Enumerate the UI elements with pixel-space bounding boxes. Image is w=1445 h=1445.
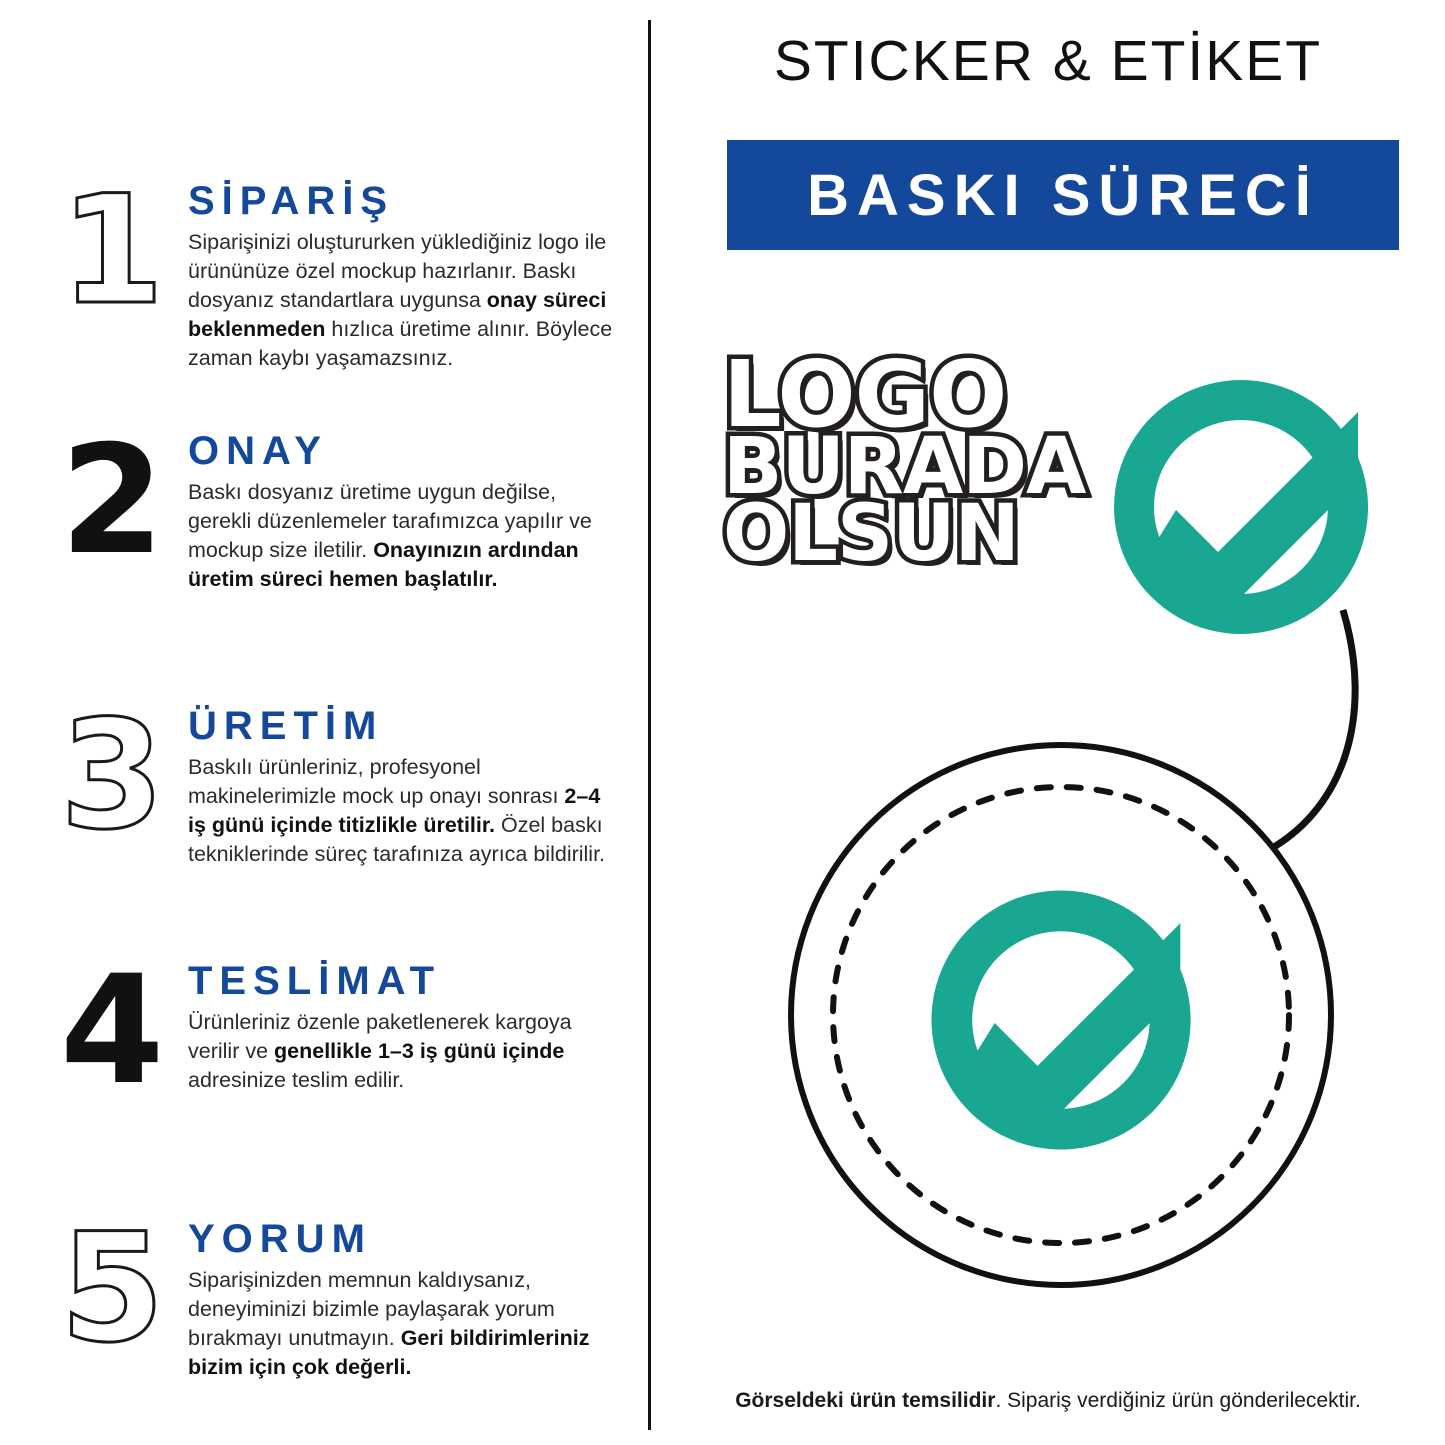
steps-column	[0, 0, 648, 1445]
logo-line-2: BURADA	[723, 422, 1086, 513]
step-text-1: Siparişinizi oluştururken yüklediğiniz logo ile ürününüze özel mockup hazırlanır. Baskı dosyanız standartlara uygunsa onay süreci beklenmeden hızlıca üretime alınır. Böylece zaman kaybı yaşamazsınız.	[188, 230, 613, 371]
step-text-2: Baskı dosyanız üretime uygun değilse, gerekli düzenlemeler tarafımızca yapılır ve mockup size iletilir. Onayınızın ardından üretim süreci hemen başlatılır.	[188, 480, 592, 592]
step-title-1: SİPARİŞ	[188, 179, 395, 223]
product-circle-mockup	[781, 735, 1341, 1295]
footer-disclaimer-bold: Görseldeki ürün temsilidir	[735, 1389, 996, 1412]
step-title-2: ONAY	[188, 429, 328, 473]
step-number-1: 1	[60, 164, 163, 338]
logo-placeholder-text	[723, 341, 1086, 580]
banner-label: BASKI SÜRECİ	[807, 162, 1319, 228]
step-text-4: Ürünleriniz özenle paketlenerek kargoya verilir ve genellikle 1–3 iş günü içinde adresinize teslim edilir.	[188, 1010, 572, 1093]
mockup-column	[651, 0, 1445, 1445]
step-title-5: YORUM	[188, 1217, 372, 1261]
footer-disclaimer	[651, 1389, 1445, 1413]
page-title: STICKER & ETİKET	[773, 29, 1323, 93]
logo-line-3: OLSUN	[723, 489, 1019, 580]
banner-baski-sureci	[727, 140, 1399, 250]
step-title-3: ÜRETİM	[188, 704, 384, 748]
footer-disclaimer-rest: . Sipariş verdiğiniz ürün gönderilecektir.	[995, 1389, 1361, 1412]
logo-line-1: LOGO	[723, 341, 1007, 448]
step-text-5: Siparişinizden memnun kaldıysanız, deneyiminizi bizimle paylaşarak yorum bırakmayı unutmayın. Geri bildirimleriniz bizim için çok değerli.	[188, 1268, 590, 1380]
step-title-4: TESLİMAT	[188, 959, 442, 1003]
step-number-3: 3	[60, 689, 163, 863]
step-number-4: 4	[60, 944, 163, 1118]
step-number-5: 5	[60, 1202, 163, 1376]
step-text-3: Baskılı ürünleriniz, profesyonel makinelerimizle mock up onayı sonrası 2–4 iş günü içinde titizlikle üretilir. Özel baskı tekniklerinde süreç tarafınıza ayrıca bildirilir.	[188, 755, 606, 867]
step-number-2: 2	[60, 414, 163, 588]
